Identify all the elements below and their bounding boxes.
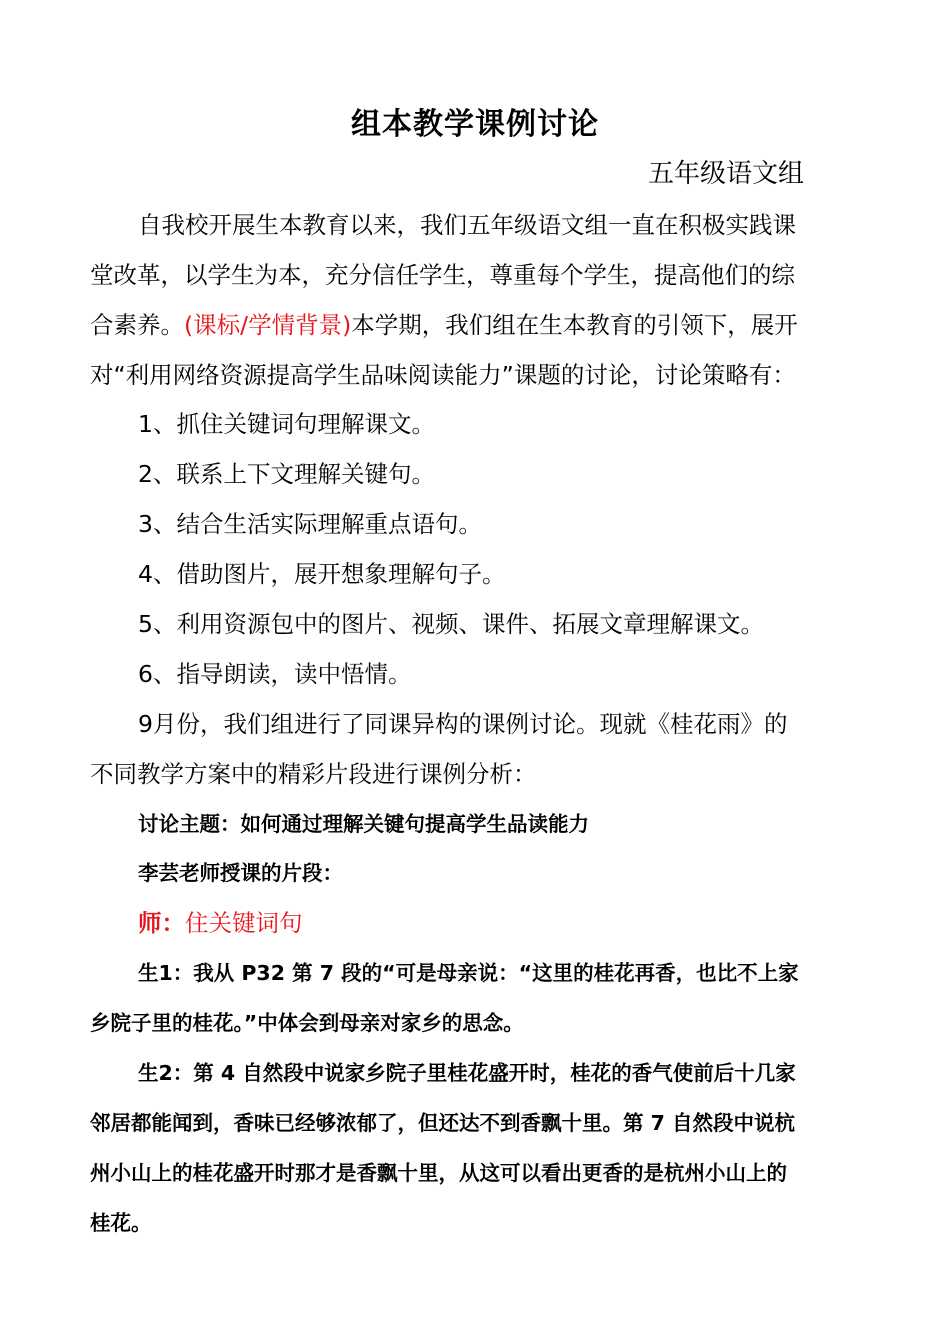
teacher-line <box>138 905 860 941</box>
teacher-label: 师： <box>138 909 185 937</box>
teacher-text: 住关键词句 <box>185 909 303 937</box>
background-note: (课标/学情背景) <box>184 311 352 339</box>
author-line: 五年级语文组 <box>648 159 805 189</box>
strategy-item: 6、指导朗读，读中悟情。 <box>138 660 412 688</box>
student2-line-4: 桂花。 <box>90 1211 152 1235</box>
strategy-item: 5、利用资源包中的图片、视频、课件、拓展文章理解课文。 <box>138 610 764 638</box>
intro-line-4: 对“利用网络资源提高学生品味阅读能力”课题的讨论，讨论策略有： <box>90 361 796 389</box>
september-line-2: 不同教学方案中的精彩片段进行课例分析： <box>90 760 537 788</box>
strategy-item: 3、结合生活实际理解重点语句。 <box>138 510 482 538</box>
student2-line-3: 州小山上的桂花盛开时那才是香飘十里，从这可以看出更香的是杭州小山上的 <box>90 1161 787 1185</box>
september-line-1: 9月份，我们组进行了同课异构的课例讨论。现就《桂花雨》的 <box>138 710 788 738</box>
student2-line-1: 生2：第 4 自然段中说家乡院子里桂花盛开时，桂花的香气使前后十几家 <box>138 1061 796 1085</box>
strategy-item: 1、抓住关键词句理解课文。 <box>138 410 435 438</box>
intro-line-3-end: 本学期，我们组在生本教育的引领下，展开 <box>351 311 798 339</box>
lesson-heading: 李芸老师授课的片段： <box>138 861 343 885</box>
intro-line-3-start: 合素养。 <box>90 311 184 339</box>
student1-line-2: 乡院子里的桂花。”中体会到母亲对家乡的思念。 <box>90 1011 524 1035</box>
intro-line-1: 自我校开展生本教育以来，我们五年级语文组一直在积极实践课 <box>138 211 796 239</box>
student1-line-1: 生1：我从 P32 第 7 段的“可是母亲说：“这里的桂花再香，也比不上家 <box>138 961 799 985</box>
strategy-item: 2、联系上下文理解关键句。 <box>138 460 435 488</box>
document-title: 组本教学课例讨论 <box>351 107 599 142</box>
intro-line-2: 堂改革，以学生为本，充分信任学生，尊重每个学生，提高他们的综 <box>90 261 795 289</box>
strategy-item: 4、借助图片，展开想象理解句子。 <box>138 560 506 588</box>
student2-line-2: 邻居都能闻到，香味已经够浓郁了，但还达不到香飘十里。第 7 自然段中说杭 <box>90 1111 796 1135</box>
discussion-topic: 讨论主题：如何通过理解关键句提高学生品读能力 <box>138 812 589 836</box>
intro-line-3 <box>90 307 860 343</box>
